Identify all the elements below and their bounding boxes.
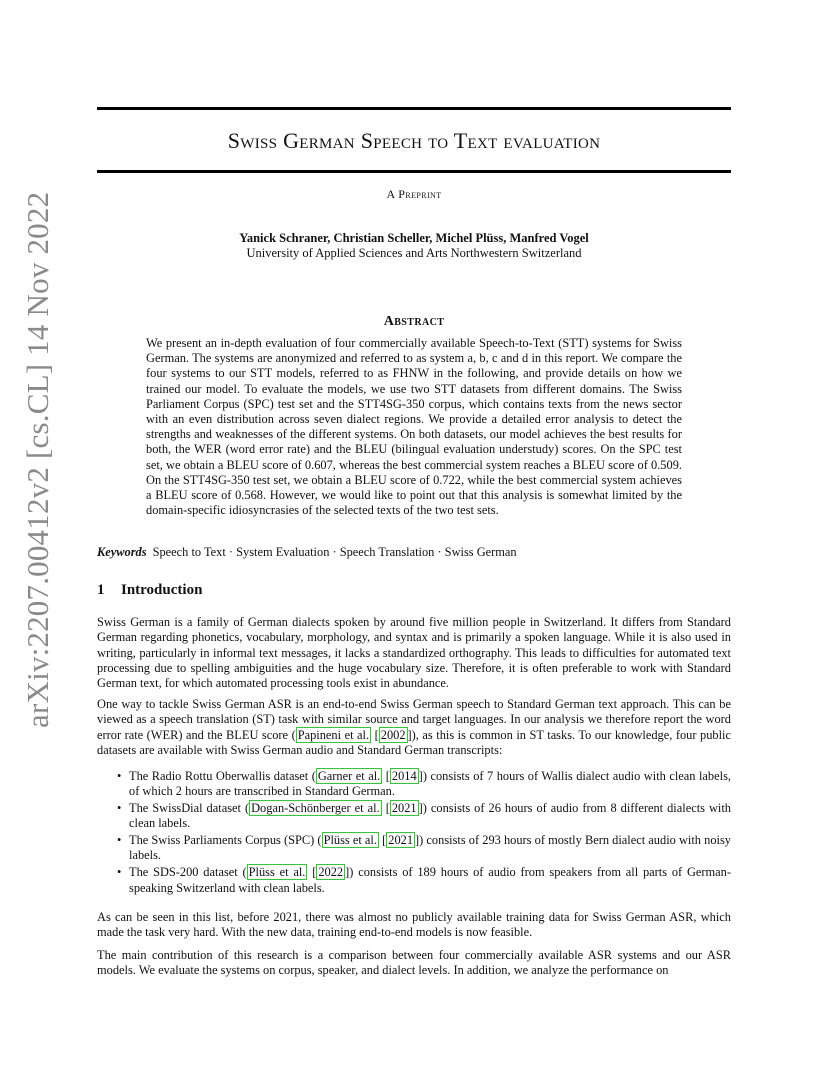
list-item: • The SDS-200 dataset ( Plüss et al. [ 2022 ]) consists of 189 hours of audio from speakers from all parts of German-speaking Switzerland with clean labels. xyxy=(117,865,731,896)
citation-year-link[interactable]: 2002 xyxy=(380,727,406,742)
citation-year-link[interactable]: 2021 xyxy=(391,801,417,816)
paragraph: The main contribution of this research is a comparison between four commercially available ASR systems and our ASR models. We evaluate the systems on corpus, speaker, and dialect levels. In addition, we analyze the performance on xyxy=(97,948,731,978)
keywords-label: Keywords xyxy=(97,545,147,559)
arxiv-identifier: arXiv:2207.00412v2 [cs.CL] 14 Nov 2022 xyxy=(20,191,55,728)
citation-link[interactable]: Plüss et al. xyxy=(323,833,377,848)
paragraph: As can be seen in this list, before 2021, there was almost no publicly available training data for Swiss German ASR, which made the task very hard. With the new data, training end-to-end models is now feasible. xyxy=(97,910,731,940)
abstract-text: We present an in-depth evaluation of four commercially available Speech-to-Text (STT) systems for Swiss German. The systems are anonymized and referred to as system a, b, c and d in this report. We compare the four systems to our STT models, referred to as FHNW in the following, and provide details on how we trained our model. To evaluate the models, we use two STT datasets from different domains. The Swiss Parliament Corpus (SPC) test set and the STT4SG-350 corpus, which contains texts from the news sector with an even distribution across seven dialect regions. We provide a detailed error analysis to detect the strengths and weaknesses of the different systems. On both datasets, our model achieves the best results for both, the WER (word error rate) and the BLEU (bilingual evaluation understudy) scores. On the SPC test set, we obtain a BLEU score of 0.607, whereas the best commercial system reaches a BLEU score of 0.509. On the STT4SG-350 test set, we obtain a BLEU score of 0.722, while the best commercial system achieves a BLEU score of 0.568. However, we would like to point out that this analysis is somewhat limited by the domain-specific idiosyncrasies of the selected texts of the two test sets. xyxy=(146,336,682,518)
section-number: 1 xyxy=(97,582,105,598)
paragraph: Swiss German is a family of German dialects spoken by around five million people in Switzerland. It differs from Standard German regarding phonetics, vocabulary, morphology, and syntax and is primarily a spoken language. While it is also used in writing, particularly in informal text messages, it lacks a standardized orthography. This leads to difficulties for automated text processing due to spelling ambiguities and the huge vocabulary size. Therefore, it is often preferable to work with Standard German text, for which automated processing tools exist in abundance. xyxy=(97,615,731,691)
citation-year-link[interactable]: 2014 xyxy=(391,769,417,783)
author-list: Yanick Schraner, Christian Scheller, Michel Plüss, Manfred Vogel xyxy=(239,231,589,245)
list-item: • The SwissDial dataset ( Dogan-Schönberger et al. [ 2021 ]) consists of 26 hours of audio from 8 different dialects with clean labels. xyxy=(117,801,731,832)
title-rule-bottom xyxy=(97,170,731,173)
title-rule-top xyxy=(97,107,731,110)
dataset-list xyxy=(117,769,731,897)
section-heading-introduction xyxy=(97,582,202,599)
section-title: Introduction xyxy=(121,582,203,598)
citation-link[interactable]: Plüss et al. xyxy=(248,865,306,880)
citation-year-link[interactable]: 2022 xyxy=(318,865,344,880)
preprint-label: A Preprint xyxy=(386,187,442,201)
citation-link[interactable]: Garner et al. xyxy=(317,769,381,783)
paragraph: One way to tackle Swiss German ASR is an end-to-end Swiss German speech to Standard German text approach. This can be viewed as a speech translation (ST) task with similar source and target languages. In our analysis we therefore report the word error rate (WER) and the BLEU score ( Papineni et al. [ 2002 ]), as this is common in ST tasks. To our knowledge, four public datasets are available with Swiss German audio and Standard German transcripts: xyxy=(97,697,731,757)
list-item: • The Radio Rottu Oberwallis dataset ( Garner et al. [ 2014 ]) consists of 7 hours of Wallis dialect audio with clean labels, of which 2 hours are transcribed in Standard German. xyxy=(117,769,731,800)
list-item: • The Swiss Parliaments Corpus (SPC) ( Plüss et al. [ 2021 ]) consists of 293 hours of mostly Bern dialect audio with noisy labels. xyxy=(117,833,731,864)
keywords-text: Speech to Text · System Evaluation · Speech Translation · Swiss German xyxy=(152,545,517,559)
abstract-heading: Abstract xyxy=(383,314,445,329)
keywords xyxy=(97,545,731,560)
paragraph-text: One way to tackle Swiss German ASR is an end-to-end Swiss German speech to Standard German text approach. This can be viewed as a speech translation (ST) task with similar source and target languages. In our analysis we therefore report the word error rate (WER) and the BLEU score ( xyxy=(97,697,731,742)
citation-link[interactable]: Papineni et al. xyxy=(297,727,370,742)
paper-title: Swiss German Speech to Text evaluation xyxy=(227,128,601,153)
citation-year-link[interactable]: 2021 xyxy=(388,833,414,848)
affiliation: University of Applied Sciences and Arts Northwestern Switzerland xyxy=(246,246,582,260)
citation-link[interactable]: Dogan-Schönberger et al. xyxy=(251,801,380,816)
paragraph-text: ), as this is common in ST tasks. To our knowledge, four public datasets are available with Swiss German audio and Standard German transcripts: xyxy=(97,727,731,757)
